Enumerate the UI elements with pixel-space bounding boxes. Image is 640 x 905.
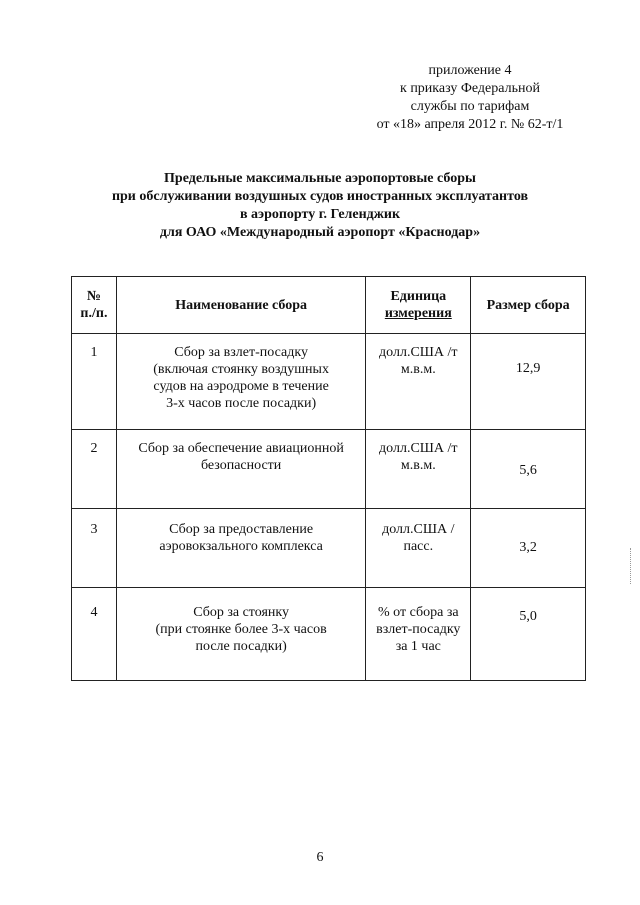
title-line: Предельные максимальные аэропортовые сборы [164,171,476,186]
fee-name-line: (включая стоянку воздушных [153,362,329,377]
table-row [72,509,586,588]
unit-line: за 1 час [395,639,441,654]
fee-size: 5,0 [519,609,537,624]
scan-edge-mark [630,548,634,584]
unit-line: долл.США /т [379,345,458,360]
table-row [72,588,586,681]
fee-name-line: Сбор за взлет-посадку [174,345,308,360]
cell-number [72,588,117,681]
fee-name-line: аэровокзального комплекса [159,539,323,554]
unit-line: долл.США /т [379,441,458,456]
fee-size: 5,6 [519,463,537,478]
header-name-text: Наименование сбора [175,297,308,313]
fee-name-line: безопасности [200,458,282,473]
unit-line: взлет-посадку [376,622,461,637]
header-unit [366,277,471,334]
cell-unit [366,334,471,430]
unit-line: долл.США / [382,522,455,537]
fee-name-line: судов на аэродроме в течение [153,379,329,394]
fee-size: 12,9 [515,361,541,376]
header-number-line1: № [86,289,101,304]
cell-name [116,509,365,588]
title-line: в аэропорту г. Геленджик [239,207,401,222]
cell-size [471,509,586,588]
cell-number [72,509,117,588]
header-unit-line2: измерения [384,306,452,321]
appendix-line: службы по тарифам [410,99,530,114]
cell-name [116,430,365,509]
cell-unit [366,509,471,588]
title-line: при обслуживании воздушных судов иностранных эксплуатантов [111,189,529,204]
fee-name-line: (при стоянке более 3-х часов [155,622,327,637]
header-unit-line1: Единица [390,289,447,304]
cell-number [72,334,117,430]
appendix-line: к приказу Федеральной [400,81,540,96]
row-number: 3 [90,522,98,537]
row-number: 2 [90,441,98,456]
unit-line: м.в.м. [400,458,436,473]
cell-unit [366,588,471,681]
header-size [471,277,586,334]
row-number: 1 [90,345,98,360]
cell-name [116,334,365,430]
table-row [72,334,586,430]
fee-name-line: Сбор за стоянку [193,605,290,620]
appendix-line: от «18» апреля 2012 г. № 62-т/1 [376,117,564,132]
fee-size: 3,2 [519,540,537,555]
header-name [116,277,365,334]
cell-unit [366,430,471,509]
row-number: 4 [90,605,98,620]
page-number: 6 [316,850,324,865]
cell-name [116,588,365,681]
cell-number [72,430,117,509]
appendix-reference [340,62,600,134]
table-row [72,430,586,509]
fee-name-line: Сбор за предоставление [169,522,314,537]
unit-line: % от сбора за [378,605,459,620]
header-size-text: Размер сбора [486,297,570,313]
fee-name-line: 3-х часов после посадки) [166,396,317,411]
title-line: для ОАО «Международный аэропорт «Краснодар» [159,225,481,240]
cell-size [471,430,586,509]
document-title [80,170,560,242]
cell-size [471,588,586,681]
fee-name-line: после посадки) [195,639,287,654]
header-number [72,277,117,334]
fees-table [71,276,586,681]
appendix-line: приложение 4 [428,63,512,78]
header-number-line2: п./п. [80,306,108,321]
unit-line: пасс. [403,539,434,554]
table-header-row [72,277,586,334]
cell-size [471,334,586,430]
fee-name-line: Сбор за обеспечение авиационной [138,441,344,456]
unit-line: м.в.м. [400,362,436,377]
